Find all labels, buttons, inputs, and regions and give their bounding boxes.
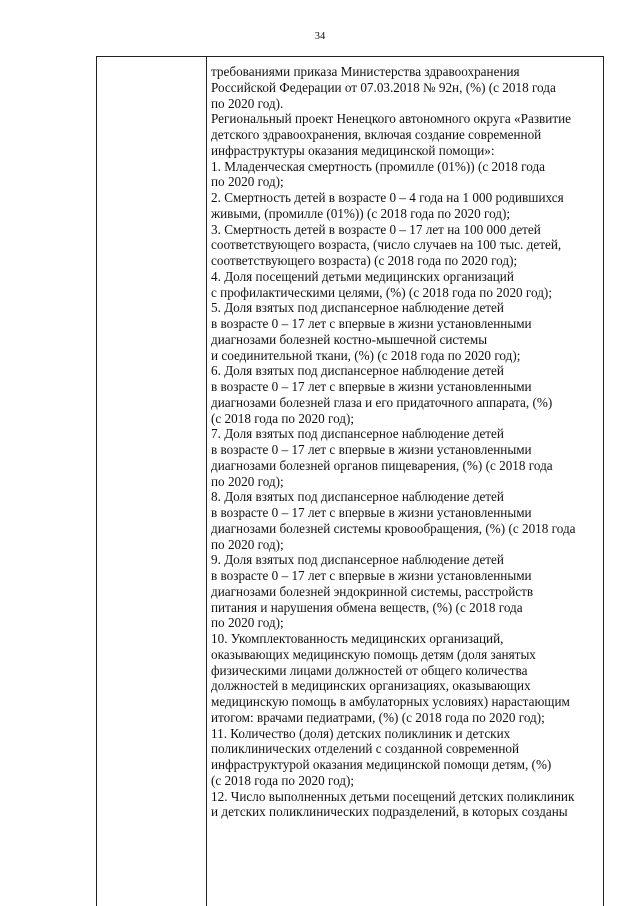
text-line: в возрасте 0 – 17 лет с впервые в жизни установленными: [211, 379, 532, 394]
text-line: инфраструктуры оказания медицинской помощи»:: [211, 142, 495, 158]
text-line: 2. Смертность детей в возрасте 0 – 4 года на 1 000 родившихся: [211, 190, 564, 205]
text-line: и соединительной ткани, (%) (с 2018 года по 2020 год);: [211, 347, 521, 363]
text-line: диагнозами болезней глаза и его придаточного аппарата, (%): [211, 394, 553, 410]
text-line: по 2020 год).: [211, 95, 284, 111]
text-line: 12. Число выполненных детьми посещений детских поликлиник: [211, 788, 575, 804]
text-line: 5. Доля взятых под диспансерное наблюдение детей: [211, 300, 504, 316]
text-line: диагнозами болезней системы кровообращения, (%) (с 2018 года: [211, 520, 576, 536]
text-line: питания и нарушения обмена веществ, (%) (с 2018 года: [211, 599, 523, 615]
text-line: требованиями приказа Министерства здравоохранения: [211, 64, 520, 79]
text-line: 7. Доля взятых под диспансерное наблюдение детей: [211, 426, 504, 442]
text-line: Российской Федерации от 07.03.2018 № 92н, (%) (с 2018 года: [211, 79, 556, 95]
text-line: итогом: врачами педиатрами, (%) (с 2018 года по 2020 год);: [211, 709, 545, 725]
text-line: медицинскую помощь в амбулаторных условиях) нарастающим: [211, 694, 570, 709]
text-line: оказывающих медицинскую помощь детям (доля занятых: [211, 646, 536, 662]
text-line: по 2020 год);: [211, 615, 284, 631]
text-line: по 2020 год);: [211, 536, 284, 552]
text-line: соответствующего возраста) (с 2018 года по 2020 год);: [211, 253, 518, 268]
text-line: по 2020 год);: [211, 473, 284, 489]
text-line: (с 2018 года по 2020 год);: [211, 410, 355, 426]
text-line: 4. Доля посещений детьми медицинских организаций: [211, 268, 514, 284]
text-line: живыми, (промилле (01%)) (с 2018 года по 2020 год);: [211, 205, 511, 221]
text-line: 3. Смертность детей в возрасте 0 – 17 лет на 100 000 детей: [211, 221, 541, 237]
text-line: в возрасте 0 – 17 лет с впервые в жизни установленными: [211, 316, 532, 331]
text-line: диагнозами болезней эндокринной системы, расстройств: [211, 583, 534, 599]
text-line: 9. Доля взятых под диспансерное наблюдение детей: [211, 552, 504, 568]
text-line: инфраструктурой оказания медицинской помощи детям, (%): [211, 757, 552, 772]
text-line: по 2020 год);: [211, 174, 284, 190]
text-line: соответствующего возраста, (число случаев на 100 тыс. детей,: [211, 237, 562, 253]
text-line: детского здравоохранения, включая создание современной: [211, 127, 542, 142]
text-line: Региональный проект Ненецкого автономного округа «Развитие: [211, 111, 571, 127]
page-number: 34: [314, 31, 326, 42]
text-line: 1. Младенческая смертность (промилле (01%)) (с 2018 года: [211, 158, 546, 174]
text-line: должностей в медицинских организациях, оказывающих: [211, 678, 531, 694]
text-line: в возрасте 0 – 17 лет с впервые в жизни установленными: [211, 568, 532, 583]
text-line: поликлинических отделений с созданной современной: [211, 741, 520, 757]
text-line: (с 2018 года по 2020 год);: [211, 772, 355, 788]
text-line: в возрасте 0 – 17 лет с впервые в жизни установленными: [211, 505, 532, 520]
text-line: 6. Доля взятых под диспансерное наблюдение детей: [211, 363, 504, 379]
text-line: физическими лицами должностей от общего количества: [211, 662, 528, 678]
text-line: в возрасте 0 – 17 лет с впервые в жизни установленными: [211, 442, 532, 457]
text-line: 8. Доля взятых под диспансерное наблюдение детей: [211, 489, 504, 505]
text-line: диагнозами болезней костно-мышечной системы: [211, 331, 488, 347]
column-divider: [206, 57, 207, 906]
text-line: с профилактическими целями, (%) (с 2018 года по 2020 год);: [211, 284, 552, 300]
table-right-cell: [211, 64, 599, 820]
text-line: 10. Укомплектованность медицинских организаций,: [211, 631, 504, 646]
text-line: 11. Количество (доля) детских поликлиник и детских: [211, 725, 511, 741]
text-line: диагнозами болезней органов пищеварения, (%) (с 2018 года: [211, 457, 553, 473]
indicators-table: [96, 56, 604, 906]
text-line: и детских поликлинических подразделений, в которых созданы: [211, 804, 568, 820]
